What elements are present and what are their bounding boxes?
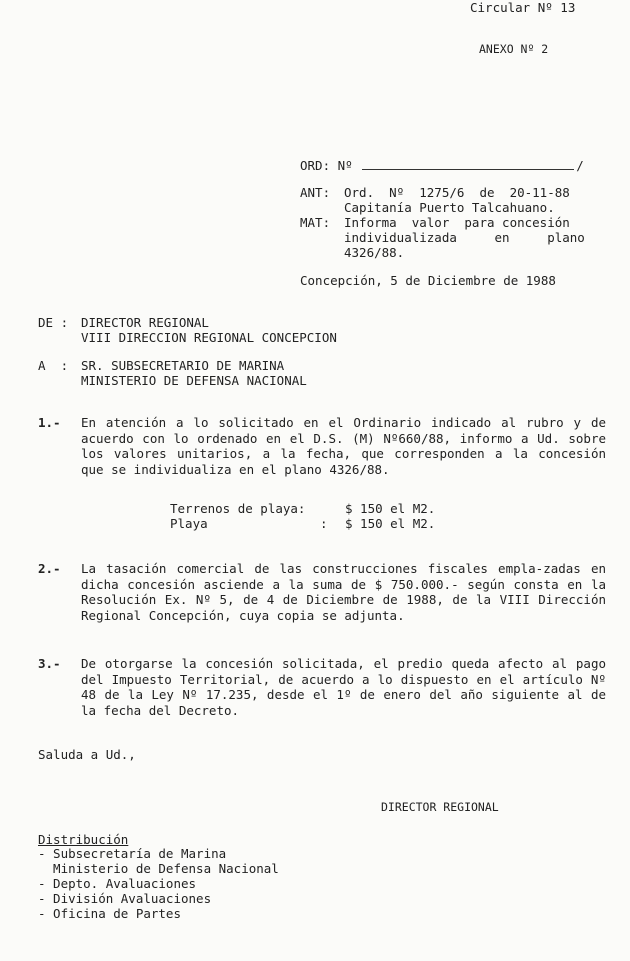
a-line-2: MINISTERIO DE DEFENSA NACIONAL [81, 373, 307, 388]
paragraph-2-number: 2.- [38, 561, 61, 576]
ord-blank-line [362, 159, 574, 170]
value-row-terrenos-label: Terrenos de playa: [170, 501, 306, 516]
ord-label: ORD: [300, 158, 331, 173]
paragraph-1-number: 1.- [38, 415, 61, 430]
de-line-1: DIRECTOR REGIONAL [81, 315, 209, 330]
paragraph-3-number: 3.- [38, 656, 61, 671]
mat-line-1: Informa valor para concesión [344, 215, 570, 230]
de-line-2: VIII DIRECCION REGIONAL CONCEPCION [81, 330, 337, 345]
signature-title: DIRECTOR REGIONAL [381, 800, 499, 814]
circular-number: Circular Nº 13 [470, 0, 576, 15]
distribution-item: Ministerio de Defensa Nacional [38, 861, 279, 876]
mat-label: MAT: [300, 215, 331, 230]
distribution-title: Distribución [38, 832, 129, 847]
ant-line-2: Capitanía Puerto Talcahuano. [344, 200, 555, 215]
ord-slash: / [576, 158, 584, 173]
value-row-playa-separator: : [320, 516, 328, 531]
a-line-1: SR. SUBSECRETARIO DE MARINA [81, 358, 285, 373]
value-row-terrenos-value: $ 150 el M2. [345, 501, 436, 516]
distribution-item: - División Avaluaciones [38, 891, 212, 906]
mat-line-2: individualizada en plano [344, 230, 585, 245]
mat-line-3: 4326/88. [344, 245, 405, 260]
annex-number: ANEXO Nº 2 [479, 42, 549, 56]
paragraph-2-text: La tasación comercial de las construcciones fiscales empla-zadas en dicha concesión asciende a la suma de $ 750.000.- según consta en la Resolución Ex. Nº 5, de 4 de Diciembre de 1988, de la VIII Dirección Regional Concepción, cuya copia se adjunta. [81, 561, 606, 623]
ant-label: ANT: [300, 185, 331, 200]
a-label: A : [38, 358, 76, 373]
distribution-item: - Oficina de Partes [38, 906, 181, 921]
ant-line-1: Ord. Nº 1275/6 de 20-11-88 [344, 185, 570, 200]
paragraph-3-text: De otorgarse la concesión solicitada, el predio queda afecto al pago del Impuesto Territorial, de acuerdo a lo dispuesto en el artículo Nº 48 de la Ley Nº 17.235, desde el 1º de enero del año siguiente al de la fecha del Decreto. [81, 656, 606, 718]
distribution-item: - Depto. Avaluaciones [38, 876, 197, 891]
distribution-item: - Subsecretaría de Marina [38, 846, 227, 861]
ord-line [300, 158, 584, 173]
value-row-playa-value: $ 150 el M2. [345, 516, 436, 531]
paragraph-1-text: En atención a lo solicitado en el Ordinario indicado al rubro y de acuerdo con lo ordenado en el D.S. (M) Nº660/88, informo a Ud. sobre los valores unitarios, a la fecha, que corresponden a la concesión que se individualiza en el plano 4326/88. [81, 415, 606, 477]
ord-number-prefix: Nº [337, 158, 353, 173]
de-label: DE : [38, 315, 76, 330]
document-date: Concepción, 5 de Diciembre de 1988 [300, 273, 556, 288]
closing-greeting: Saluda a Ud., [38, 747, 136, 762]
value-row-playa-label: Playa [170, 516, 208, 531]
